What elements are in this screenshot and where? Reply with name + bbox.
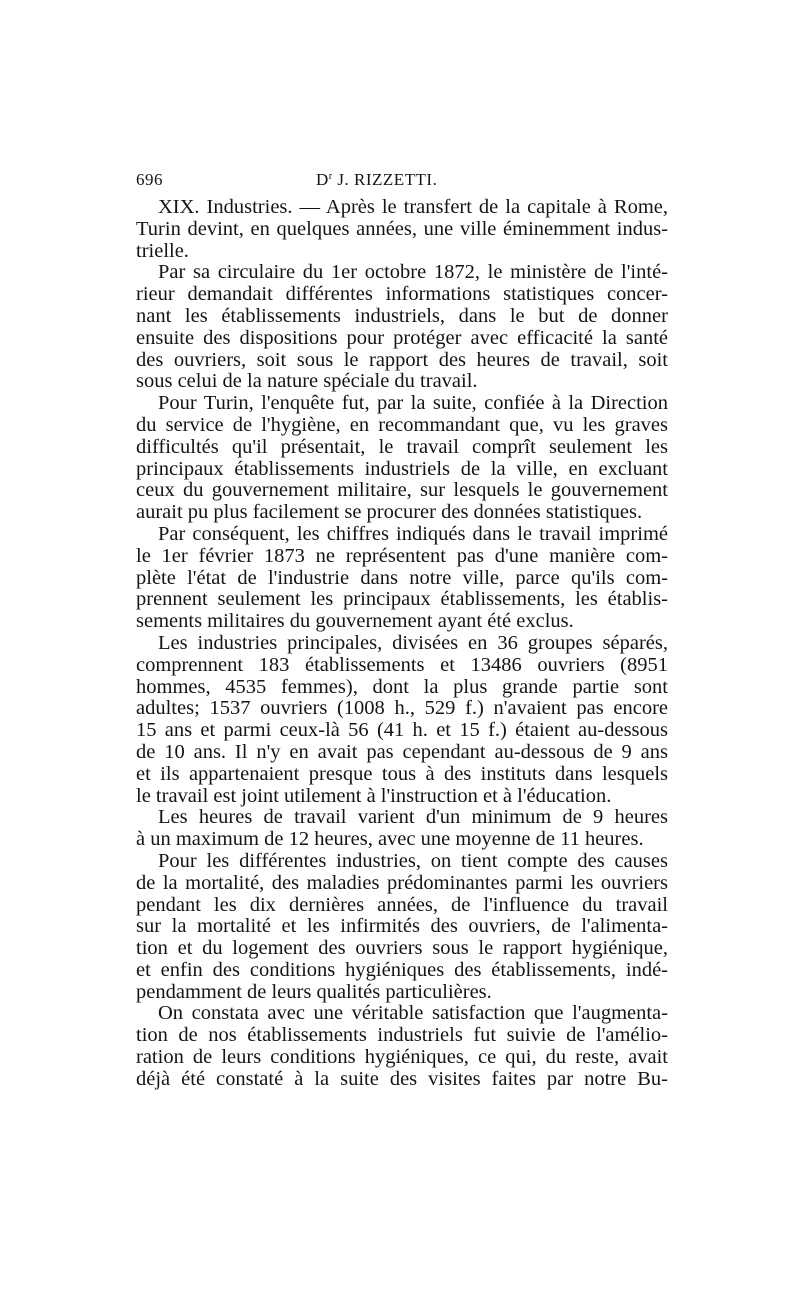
- paragraph-chiffres: [136, 524, 668, 633]
- text-line: Les industries principales, divisées en 36 groupes séparés,: [158, 631, 668, 654]
- text-line: 15 ans et parmi ceux-là 56 (41 h. et 15 f.) étaient au-dessous: [136, 719, 668, 742]
- text-line: sous celui de la nature spéciale du travail.: [136, 370, 478, 393]
- text-line: ration de leurs conditions hygiéniques, ce qui, du reste, avait: [136, 1046, 668, 1069]
- text-line: hommes, 4535 femmes), dont la plus grande partie sont: [136, 675, 668, 698]
- text-line: Les heures de travail varient d'un minimum de 9 heures: [158, 806, 668, 829]
- paragraph-industries-principales: [136, 633, 668, 807]
- text-line: à un maximum de 12 heures, avec une moyenne de 11 heures.: [136, 828, 644, 851]
- text-line: difficultés qu'il présentait, le travail comprît seulement les: [136, 435, 668, 458]
- text-line: pendamment de leurs qualités particulières.: [136, 980, 492, 1003]
- author-sup: r: [328, 171, 333, 182]
- text-line: et enfin des conditions hygiéniques des établissements, indé-: [136, 958, 668, 981]
- paragraph-industries: [136, 197, 668, 262]
- author-name: J. RIZZETTI.: [332, 170, 438, 189]
- text-line: plète l'état de l'industrie dans notre ville, parce qu'ils com-: [136, 566, 668, 589]
- text-line: du service de l'hygiène, en recommandant que, vu les graves: [136, 413, 668, 436]
- text-line: adultes; 1537 ouvriers (1008 h., 529 f.) n'avaient pas encore: [136, 697, 668, 720]
- text-line: Par sa circulaire du 1er octobre 1872, le ministère de l'inté-: [158, 261, 668, 284]
- text-line: principaux établissements industriels de la ville, en excluant: [136, 457, 668, 480]
- text-line: des ouvriers, soit sous le rapport des heures de travail, soit: [136, 348, 668, 371]
- text-line: Pour les différentes industries, on tient compte des causes: [158, 849, 668, 872]
- paragraph-satisfaction: [136, 1003, 668, 1090]
- text-line: sur la mortalité et les infirmités des ouvriers, de l'alimenta-: [136, 915, 668, 938]
- text-line: sements militaires du gouvernement ayant été exclus.: [136, 610, 574, 633]
- text-line: Par conséquent, les chiffres indiqués dans le travail imprimé: [158, 522, 668, 545]
- text-line: de 10 ans. Il n'y en avait pas cependant au-dessous de 9 ans: [136, 740, 668, 763]
- text-line: prennent seulement les principaux établissements, les établis-: [136, 588, 668, 611]
- text-line: comprennent 183 établissements et 13486 ouvriers (8951: [136, 653, 668, 676]
- paragraph-heures: [136, 807, 668, 851]
- text-line: le travail est joint utilement à l'instruction et à l'éducation.: [136, 784, 612, 807]
- body-text: [136, 197, 668, 1091]
- text-line: trielle.: [136, 239, 189, 262]
- text-line: tion de nos établissements industriels fut suivie de l'amélio-: [136, 1024, 668, 1047]
- paragraph-mortalite: [136, 851, 668, 1004]
- text-line: ensuite des dispositions pour protéger avec efficacité la santé: [136, 326, 668, 349]
- running-head: [136, 170, 668, 194]
- text-line: On constata avec une véritable satisfaction que l'augmenta-: [158, 1002, 668, 1025]
- author-prefix: D: [316, 170, 329, 189]
- paragraph-circulaire: [136, 262, 668, 393]
- text-line: rieur demandait différentes informations statistiques concer-: [136, 283, 668, 306]
- text-line: ceux du gouvernement militaire, sur lesquels le gouvernement: [136, 479, 668, 502]
- text-line: le 1er février 1873 ne représentent pas d'une manière com-: [136, 544, 668, 567]
- text-line: pendant les dix dernières années, de l'influence du travail: [136, 893, 668, 916]
- text-line: de la mortalité, des maladies prédominantes parmi les ouvriers: [136, 871, 668, 894]
- text-line: XIX. Industries. — Après le transfert de la capitale à Rome,: [158, 196, 668, 218]
- paragraph-enquete: [136, 393, 668, 524]
- text-line: déjà été constaté à la suite des visites faites par notre Bu-: [136, 1067, 668, 1090]
- text-line: nant les établissements industriels, dans le but de donner: [136, 304, 668, 327]
- text-line: Pour Turin, l'enquête fut, par la suite, confiée à la Direction: [158, 392, 668, 415]
- text-line: tion et du logement des ouvriers sous le rapport hygiénique,: [136, 937, 668, 960]
- text-line: et ils appartenaient presque tous à des instituts dans lesquels: [136, 762, 668, 785]
- text-line: aurait pu plus facilement se procurer des données statistiques.: [136, 501, 643, 524]
- author-heading: [316, 170, 437, 190]
- page-number: 696: [136, 170, 163, 189]
- text-line: Turin devint, en quelques années, une ville éminemment indus-: [136, 217, 668, 240]
